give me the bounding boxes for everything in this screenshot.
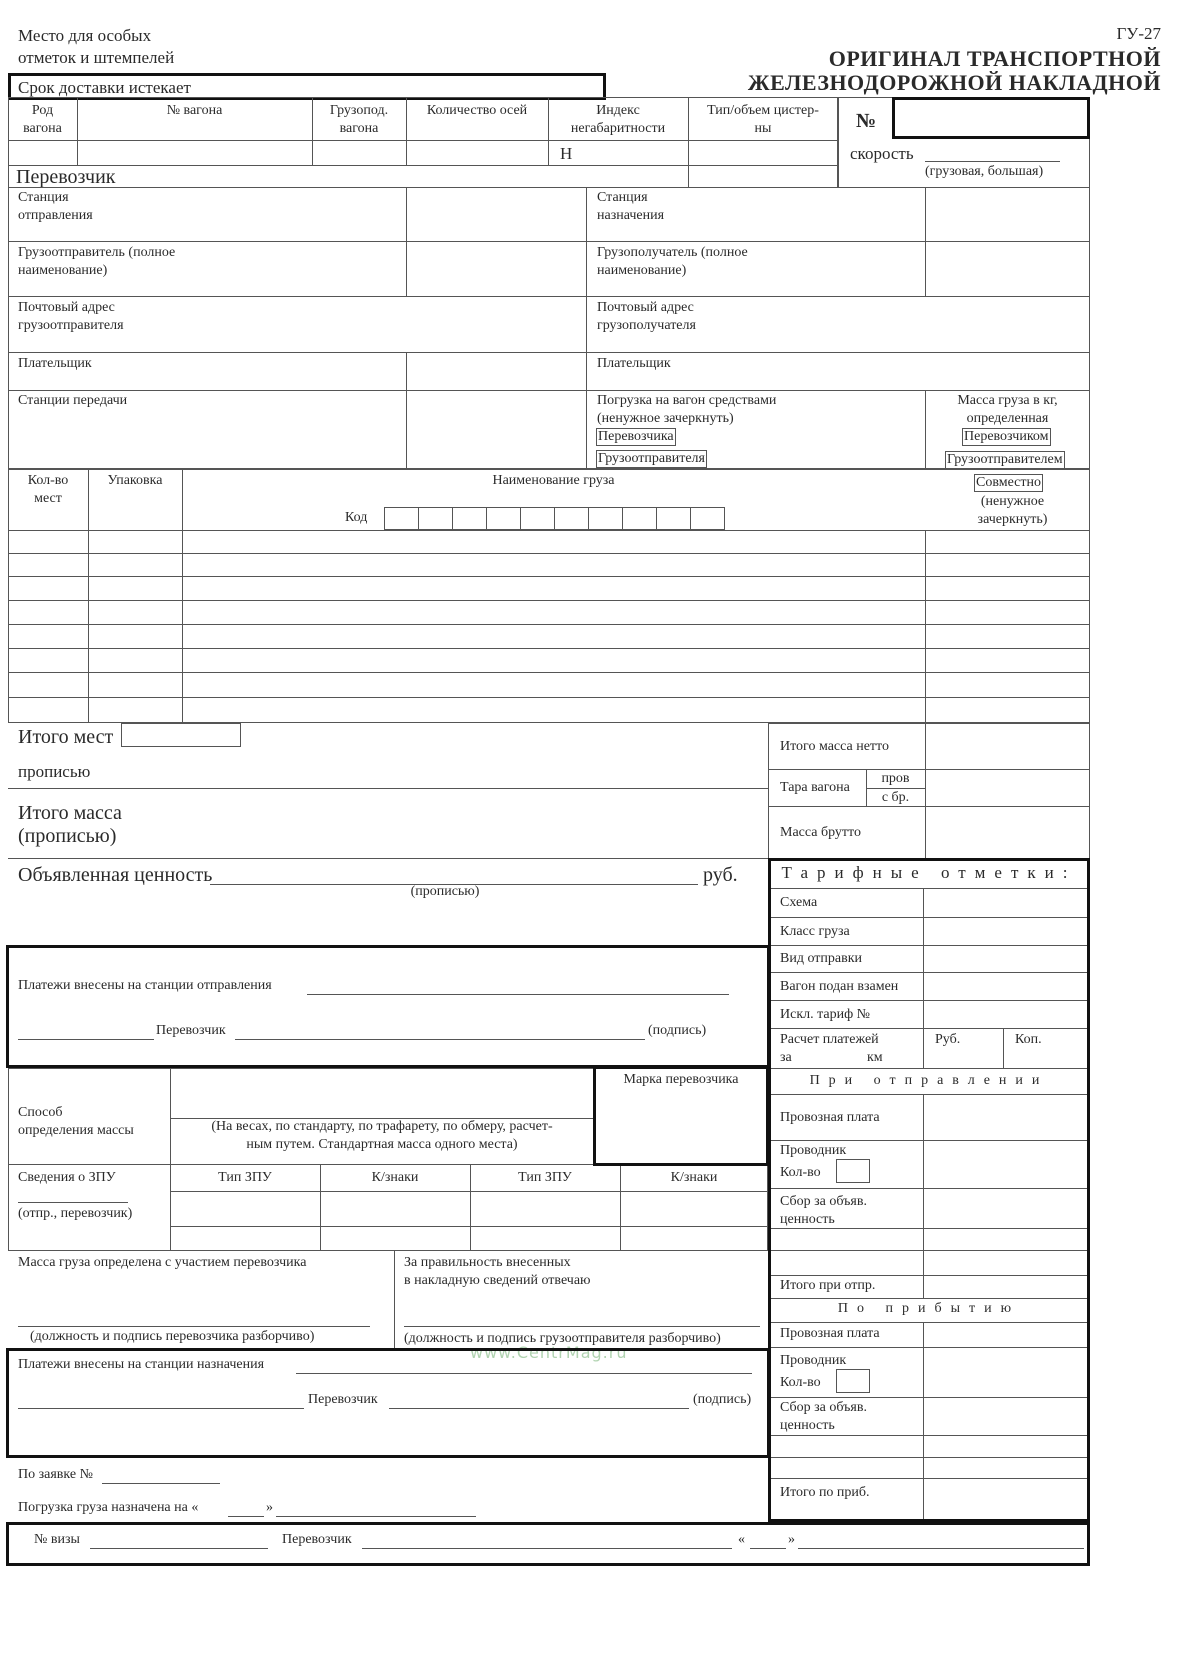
zpu-signs-1-label: К/знаки bbox=[371, 1170, 419, 1185]
escort-arrival-label: Проводник bbox=[780, 1353, 847, 1368]
zpu-hint: (отпр., перевозчик) bbox=[18, 1206, 133, 1221]
tare-checked-label: пров bbox=[881, 771, 910, 786]
carrier-signature-field[interactable] bbox=[18, 1326, 370, 1327]
value-fee-arrival-label: Сбор за объяв. bbox=[780, 1400, 867, 1415]
total-mass-label: Итого масса bbox=[18, 802, 122, 824]
cargo-name-label: Наименование груза bbox=[492, 473, 615, 488]
shipper-address-label-2: грузоотправителя bbox=[18, 318, 124, 333]
loading-date-label: Погрузка груза назначена на « bbox=[18, 1500, 199, 1515]
visa-quote-open: « bbox=[738, 1532, 745, 1547]
gross-mass-label: Масса брутто bbox=[780, 825, 861, 840]
form-code: ГУ-27 bbox=[1116, 24, 1161, 43]
payments-origin-label: Платежи внесены на станции отправления bbox=[18, 978, 272, 993]
total-places-field[interactable] bbox=[121, 723, 241, 747]
axles-label: Количество осей bbox=[426, 103, 528, 118]
mass-defined-label: Масса груза в кг, bbox=[957, 393, 1058, 408]
shipper-label-2: наименование) bbox=[18, 263, 108, 278]
speed-field[interactable] bbox=[925, 161, 1060, 162]
form-title-line1: ОРИГИНАЛ ТРАНСПОРТНОЙ bbox=[828, 46, 1161, 71]
payments-destination-signature: (подпись) bbox=[693, 1392, 752, 1407]
special-marks-label-2: отметок и штемпелей bbox=[18, 48, 175, 67]
tariff-wagon-replaced-label: Вагон подан взамен bbox=[780, 979, 899, 994]
mass-method-label: Способ bbox=[18, 1105, 63, 1120]
net-mass-label: Итого масса нетто bbox=[780, 739, 889, 754]
value-fee-dispatch-label: Сбор за объяв. bbox=[780, 1194, 867, 1209]
station-from-label: Станция bbox=[18, 190, 69, 205]
loading-option-carrier[interactable]: Перевозчика bbox=[596, 428, 676, 446]
on-dispatch-title: При отправлении bbox=[809, 1073, 1049, 1088]
zpu-type-2-label: Тип ЗПУ bbox=[518, 1170, 572, 1185]
zpu-signs-2-label: К/знаки bbox=[670, 1170, 718, 1185]
visa-month-field[interactable] bbox=[798, 1548, 1084, 1549]
request-number-field[interactable] bbox=[102, 1483, 220, 1484]
escort-dispatch-label: Проводник bbox=[780, 1143, 847, 1158]
wagon-capacity-label-2: вагона bbox=[339, 121, 379, 136]
consignee-label-2: наименование) bbox=[597, 263, 687, 278]
mass-defined-hint-2: зачеркнуть) bbox=[977, 512, 1048, 527]
escort-dispatch-count-label: Кол-во bbox=[780, 1165, 821, 1180]
mass-method-hint: (На весах, по стандарту, по трафарету, по обмеру, расчет- bbox=[211, 1119, 553, 1134]
tariff-title: Тарифные отметки: bbox=[781, 863, 1077, 882]
payer-right-label: Плательщик bbox=[597, 356, 671, 371]
tariff-rub-label: Руб. bbox=[935, 1032, 961, 1047]
visa-carrier-label: Перевозчик bbox=[282, 1532, 352, 1547]
correctness-label: За правильность внесенных bbox=[404, 1255, 571, 1270]
loading-month-field[interactable] bbox=[276, 1516, 476, 1517]
mass-with-carrier-label: Масса груза определена с участием перевозчика bbox=[18, 1255, 307, 1270]
places-in-words-label: прописью bbox=[18, 762, 91, 781]
mass-defined-hint: (ненужное bbox=[980, 494, 1045, 509]
value-fee-dispatch-label-2: ценность bbox=[780, 1212, 835, 1227]
oversize-index-label: Индекс bbox=[596, 103, 640, 118]
payments-origin-signature: (подпись) bbox=[648, 1023, 707, 1038]
declared-rub-label: руб. bbox=[703, 864, 738, 886]
transfer-stations-label: Станции передачи bbox=[18, 393, 128, 408]
total-places-label: Итого мест bbox=[18, 726, 114, 748]
request-number-label: По заявке № bbox=[18, 1467, 93, 1482]
visa-block bbox=[6, 1522, 1090, 1566]
tare-label: Тара вагона bbox=[780, 780, 850, 795]
consignee-address-label-2: грузополучателя bbox=[597, 318, 696, 333]
on-arrival-title: По прибытию bbox=[837, 1301, 1021, 1316]
payments-origin-field[interactable] bbox=[307, 994, 729, 995]
tariff-calc-km: км bbox=[867, 1050, 883, 1065]
wagon-number-label: № вагона bbox=[166, 103, 223, 118]
consignee-label: Грузополучатель (полное bbox=[597, 245, 748, 260]
payments-destination-carrier-field[interactable] bbox=[389, 1408, 689, 1409]
carrier-label: Перевозчик bbox=[16, 166, 116, 188]
wagon-kind-label: Род bbox=[31, 103, 54, 118]
visa-number-field[interactable] bbox=[90, 1548, 268, 1549]
fare-arrival-label: Провозная плата bbox=[780, 1326, 880, 1341]
carrier-signature-hint: (должность и подпись перевозчика разборчиво) bbox=[30, 1329, 315, 1344]
visa-carrier-field[interactable] bbox=[362, 1548, 732, 1549]
payments-origin-carrier-label: Перевозчик bbox=[156, 1023, 226, 1038]
number-sign: № bbox=[856, 110, 877, 132]
value-fee-arrival-label-2: ценность bbox=[780, 1418, 835, 1433]
payments-origin-carrier-field[interactable] bbox=[235, 1039, 645, 1040]
tariff-kop-label: Коп. bbox=[1015, 1032, 1042, 1047]
loading-date-quote-close: » bbox=[266, 1500, 273, 1515]
speed-label: скорость bbox=[850, 144, 914, 163]
station-from-label-2: отправления bbox=[18, 208, 93, 223]
tare-stencil-label: с бр. bbox=[881, 790, 910, 805]
escort-arrival-count-label: Кол-во bbox=[780, 1375, 821, 1390]
tariff-calc-label-2: за bbox=[780, 1050, 792, 1065]
declared-value-label: Объявленная ценность bbox=[18, 864, 213, 886]
waybill-number-field[interactable] bbox=[892, 97, 1090, 139]
speed-hint: (грузовая, большая) bbox=[925, 164, 1044, 179]
payer-left-label: Плательщик bbox=[18, 356, 92, 371]
mass-option-carrier[interactable]: Перевозчиком bbox=[962, 428, 1051, 446]
payments-destination-label: Платежи внесены на станции назначения bbox=[18, 1357, 265, 1372]
tariff-number-label: Искл. тариф № bbox=[780, 1007, 871, 1022]
zpu-type-1-label: Тип ЗПУ bbox=[218, 1170, 272, 1185]
places-count-label: Кол-во bbox=[27, 473, 69, 488]
tariff-class-label: Класс груза bbox=[780, 924, 850, 939]
cargo-code-label: Код bbox=[345, 510, 368, 525]
visa-quote-close: » bbox=[788, 1532, 795, 1547]
wagon-kind-label-2: вагона bbox=[23, 121, 62, 136]
station-to-label-2: назначения bbox=[597, 208, 665, 223]
loading-day-field[interactable] bbox=[228, 1516, 264, 1517]
shipper-address-label: Почтовый адрес bbox=[18, 300, 115, 315]
consignee-address-label: Почтовый адрес bbox=[597, 300, 694, 315]
form-title-line2: ЖЕЛЕЗНОДОРОЖНОЙ НАКЛАДНОЙ bbox=[747, 70, 1161, 95]
shipper-label: Грузоотправитель (полное bbox=[18, 245, 176, 260]
oversize-index-label-2: негабаритности bbox=[570, 121, 666, 136]
packing-label: Упаковка bbox=[107, 473, 163, 488]
visa-number-label: № визы bbox=[34, 1532, 80, 1547]
shipper-signature-field[interactable] bbox=[404, 1326, 760, 1327]
declared-value-hint: (прописью) bbox=[410, 884, 480, 899]
loading-means-label: Погрузка на вагон средствами bbox=[597, 393, 777, 408]
payments-destination-carrier-label: Перевозчик bbox=[308, 1392, 378, 1407]
places-count-label-2: мест bbox=[34, 491, 62, 506]
loading-means-hint: (ненужное зачеркнуть) bbox=[597, 411, 734, 426]
mass-option-joint[interactable]: Совместно bbox=[974, 474, 1043, 492]
total-mass-label-2: (прописью) bbox=[18, 825, 117, 847]
carrier-mark-label: Марка перевозчика bbox=[623, 1072, 739, 1087]
escort-dispatch-count-field[interactable] bbox=[836, 1159, 870, 1183]
tank-type-label: Тип/объем цистер- bbox=[707, 103, 819, 118]
payments-destination-field[interactable] bbox=[296, 1373, 752, 1374]
zpu-label: Сведения о ЗПУ bbox=[18, 1170, 116, 1185]
oversize-value: Н bbox=[560, 144, 573, 163]
visa-day-field[interactable] bbox=[750, 1548, 786, 1549]
correctness-label-2: в накладную сведений отвечаю bbox=[404, 1273, 591, 1288]
tariff-calc-label: Расчет платежей bbox=[780, 1032, 879, 1047]
mass-option-shipper[interactable]: Грузоотправителем bbox=[945, 451, 1065, 469]
wagon-capacity-label: Грузопод. bbox=[329, 103, 389, 118]
payments-origin-block bbox=[6, 945, 770, 1068]
fare-dispatch-label: Провозная плата bbox=[780, 1110, 880, 1125]
mass-method-label-2: определения массы bbox=[18, 1123, 134, 1138]
tariff-scheme-label: Схема bbox=[780, 895, 818, 910]
loading-option-shipper[interactable]: Грузоотправителя bbox=[596, 450, 707, 468]
total-arrival-label: Итого по приб. bbox=[780, 1485, 870, 1500]
watermark: www.CentrMag.ru bbox=[470, 1343, 628, 1362]
special-marks-label: Место для особых bbox=[18, 26, 152, 45]
shipper-signature-hint: (должность и подпись грузоотправителя разборчиво) bbox=[404, 1331, 721, 1346]
mass-defined-label-2: определенная bbox=[966, 411, 1049, 426]
delivery-expires-label: Срок доставки истекает bbox=[18, 78, 191, 97]
mass-method-hint-2: ным путем. Стандартная масса одного места) bbox=[246, 1137, 518, 1152]
station-to-label: Станция bbox=[597, 190, 648, 205]
tariff-dispatch-type-label: Вид отправки bbox=[780, 951, 862, 966]
payments-destination-sum-field[interactable] bbox=[18, 1408, 304, 1409]
tank-type-label-2: ны bbox=[754, 121, 772, 136]
payments-origin-sum-field[interactable] bbox=[18, 1039, 154, 1040]
total-dispatch-label: Итого при отпр. bbox=[780, 1278, 876, 1293]
escort-arrival-count-field[interactable] bbox=[836, 1369, 870, 1393]
